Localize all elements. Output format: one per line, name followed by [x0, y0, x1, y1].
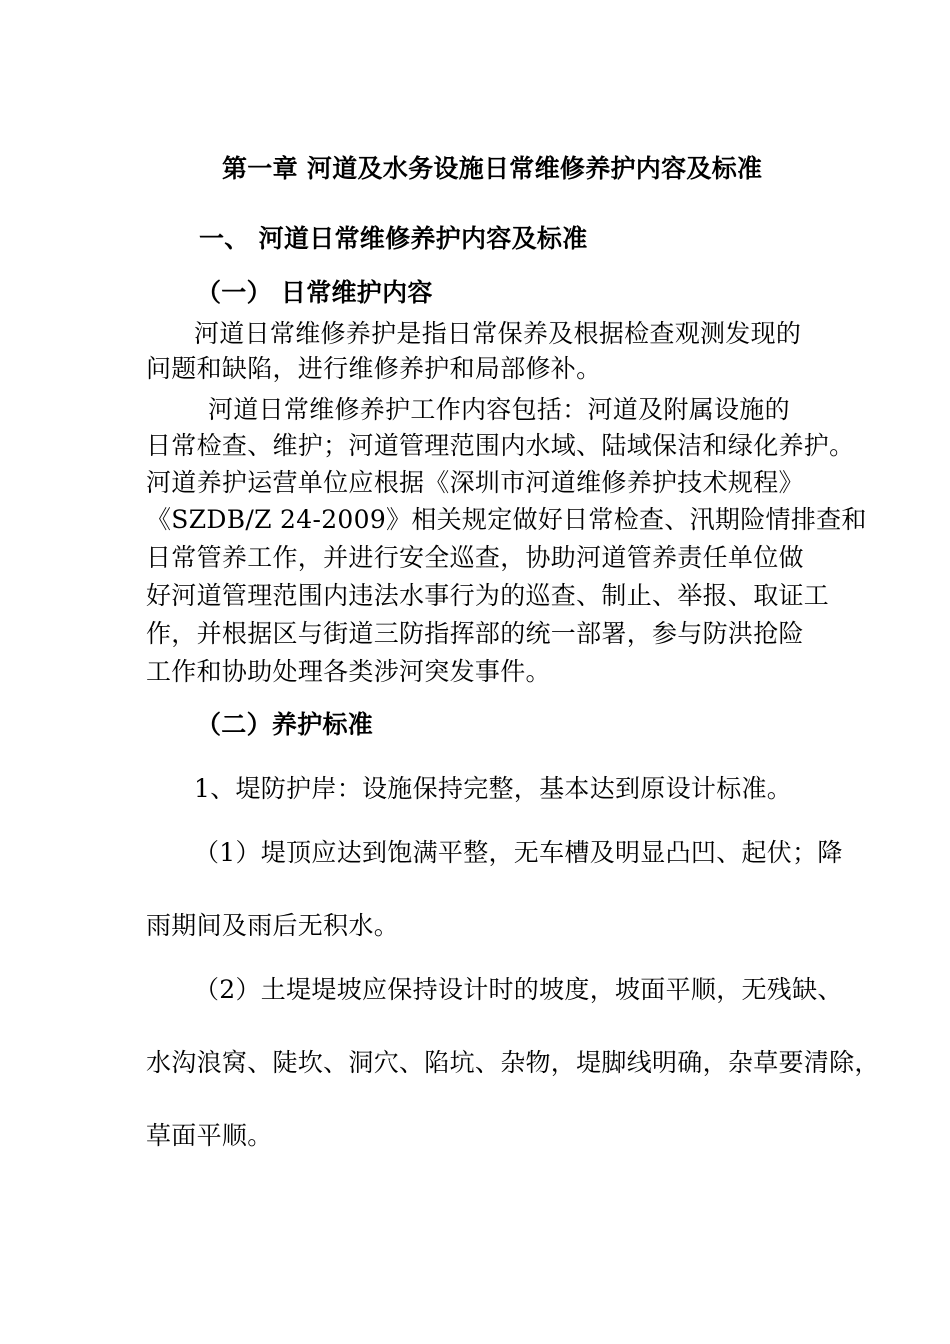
paragraph-line: 《SZDB/Z 24-2009》相关规定做好日常检查、汛期险情排查和 — [146, 505, 867, 534]
paragraph-line: 工作和协助处理各类涉河突发事件。 — [146, 657, 551, 686]
subsection-heading-1: （一） 日常维护内容 — [196, 278, 433, 307]
list-item: 1、堤防护岸：设施保持完整，基本达到原设计标准。 — [194, 774, 793, 803]
chapter-title: 第一章 河道及水务设施日常维修养护内容及标准 — [222, 154, 763, 183]
section-heading: 一、 河道日常维修养护内容及标准 — [199, 224, 588, 253]
paragraph-line: 河道养护运营单位应根据《深圳市河道维修养护技术规程》 — [146, 468, 804, 497]
list-item-continuation: 草面平顺。 — [146, 1121, 273, 1150]
list-item-continuation: 雨期间及雨后无积水。 — [146, 911, 400, 940]
paragraph-line: 河道日常维修养护是指日常保养及根据检查观测发现的 — [194, 319, 802, 348]
subsection-heading-2: （二）养护标准 — [196, 710, 374, 739]
list-item-continuation: 水沟浪窝、陡坎、洞穴、陷坑、杂物，堤脚线明确，杂草要清除， — [146, 1048, 880, 1077]
list-item: （1）堤顶应达到饱满平整，无车槽及明显凸凹、起伏；降 — [194, 838, 843, 867]
paragraph-line: 日常检查、维护；河道管理范围内水域、陆域保洁和绿化养护。 — [146, 431, 855, 460]
paragraph-line: 日常管养工作，并进行安全巡查，协助河道管养责任单位做 — [146, 543, 804, 572]
paragraph-line: 河道日常维修养护工作内容包括：河道及附属设施的 — [208, 395, 790, 424]
paragraph-line: 作，并根据区与街道三防指挥部的统一部署，参与防洪抢险 — [146, 619, 804, 648]
paragraph-line: 好河道管理范围内违法水事行为的巡查、制止、举报、取证工 — [146, 581, 830, 610]
paragraph-line: 问题和缺陷，进行维修养护和局部修补。 — [146, 354, 602, 383]
list-item: （2）土堤堤坡应保持设计时的坡度，坡面平顺，无残缺、 — [194, 975, 843, 1004]
